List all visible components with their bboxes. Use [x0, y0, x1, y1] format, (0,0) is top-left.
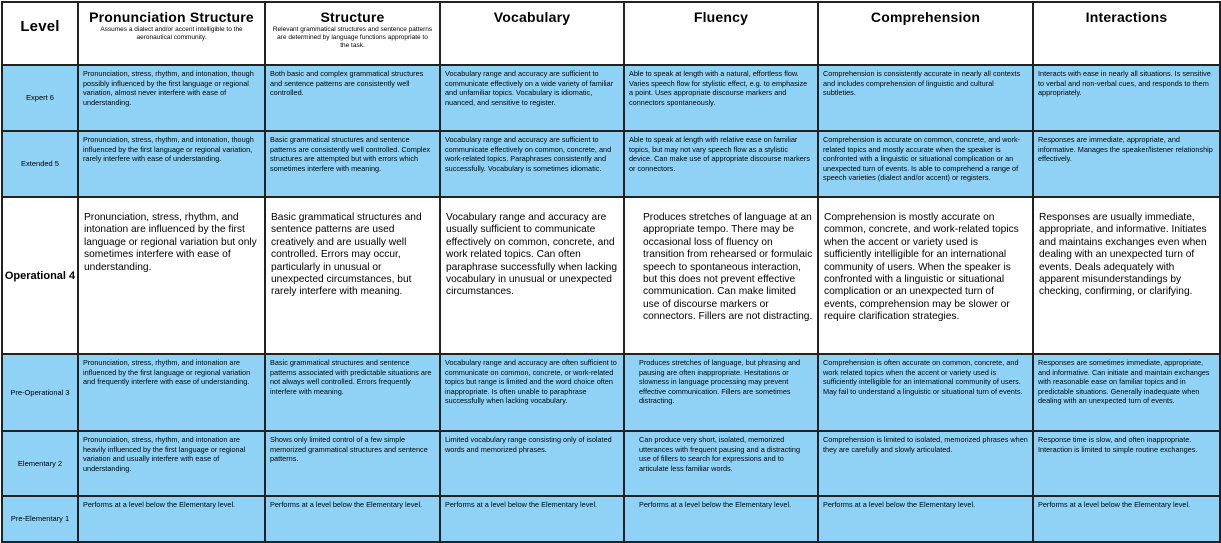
cell-text: Limited vocabulary range consisting only of isolated words and memorized phrases. — [445, 435, 612, 454]
cell-text: Can produce very short, isolated, memorized utterances with frequent pausing and a distracting use of fillers to search for expressions and to articulate less familiar words. — [639, 435, 801, 473]
structure-cell — [265, 354, 440, 431]
header-structure — [265, 2, 440, 65]
interactions-cell — [1033, 431, 1220, 496]
cell-text: Response time is slow, and often inappropriate. Interaction is limited to simple routine exchanges. — [1038, 435, 1198, 454]
cell-text: Able to speak at length with a natural, effortless flow. Varies speech flow for stylistic effect, e.g. to emphasize a point. Uses appropriate discourse markers and connectors spontaneously. — [629, 69, 808, 107]
cell-text: Comprehension is limited to isolated, memorized phrases when they are carefully and slowly articulated. — [823, 435, 1028, 454]
header-vocabulary-label: Vocabulary — [493, 9, 571, 25]
cell-text: Performs at a level below the Elementary level. — [445, 500, 598, 509]
structure-cell — [265, 431, 440, 496]
fluency-cell — [624, 131, 818, 197]
header-vocabulary — [440, 2, 624, 65]
comprehension-cell — [818, 197, 1033, 354]
level-cell: Expert 6 — [2, 65, 78, 131]
vocabulary-cell — [440, 354, 624, 431]
structure-cell — [265, 197, 440, 354]
cell-text: Vocabulary range and accuracy are sufficient to communicate effectively on a wide variety of familiar and unfamiliar topics. Vocabulary is idiomatic, nuanced, and sensitive to register. — [445, 69, 614, 107]
pronunciation-cell — [78, 197, 265, 354]
cell-text: Comprehension is consistently accurate in nearly all contexts and includes comprehension of linguistic and cultural subtleties. — [823, 69, 1021, 98]
fluency-cell — [624, 431, 818, 496]
cell-text: Comprehension is mostly accurate on common, concrete, and work-related topics when the accent or variety used is sufficiently intelligible for an international community of users. When the speaker is confronted with a linguistic or situational complication or an unexpected turn of events, comprehension may be slower or require clarification strategies. — [824, 212, 1019, 323]
header-interactions-label: Interactions — [1085, 9, 1168, 25]
header-row — [2, 2, 1220, 65]
vocabulary-cell — [440, 496, 624, 542]
cell-text: Pronunciation, stress, rhythm, and intonation, though possibly influenced by the first language or regional variation, almost never interfere with ease of understanding. — [83, 69, 254, 107]
cell-text: Vocabulary range and accuracy are often sufficient to communicate on common, concrete, or work-related topics but range is limited and the word choice often inappropriate. Is often unable to paraphrase successfully when lacking vocabulary. — [445, 358, 617, 406]
interactions-cell — [1033, 131, 1220, 197]
row-extended — [2, 131, 1220, 197]
cell-text: Responses are sometimes immediate, appropriate, and informative. Can initiate and maintain exchanges with reasonable ease on familiar topics and in predictable situations. Generally inadequate when dealing with an unexpected turn of events. — [1038, 358, 1210, 406]
pronunciation-cell — [78, 496, 265, 542]
structure-cell — [265, 496, 440, 542]
header-interactions — [1033, 2, 1220, 65]
fluency-cell — [624, 496, 818, 542]
header-pronunciation-note: Assumes a dialect and/or accent intelligible to the aeronautical community. — [100, 26, 243, 41]
structure-cell — [265, 131, 440, 197]
cell-text: Both basic and complex grammatical structures and sentence patterns are consistently well controlled. — [270, 69, 424, 98]
pronunciation-cell — [78, 354, 265, 431]
cell-text: Produces stretches of language at an appropriate tempo. There may be occasional loss of fluency on transition from rehearsed or formulaic speech to spontaneous interaction, but this does not prevent effective communication. Can make limited use of discourse markers or connectors. Fillers are not distracting. — [643, 212, 813, 323]
comprehension-cell — [818, 496, 1033, 542]
row-elementary — [2, 431, 1220, 496]
cell-text: Basic grammatical structures and sentence patterns are consistently well controlled. Complex structures are attempted but with errors which sometimes interfere with meaning. — [270, 135, 431, 173]
header-fluency-label: Fluency — [693, 9, 749, 25]
pronunciation-cell — [78, 131, 265, 197]
interactions-cell — [1033, 354, 1220, 431]
vocabulary-cell — [440, 65, 624, 131]
interactions-cell — [1033, 197, 1220, 354]
cell-text: Shows only limited control of a few simple memorized grammatical structures and sentence patterns. — [270, 435, 428, 464]
comprehension-cell — [818, 65, 1033, 131]
level-cell: Elementary 2 — [2, 431, 78, 496]
vocabulary-cell — [440, 431, 624, 496]
header-comprehension — [818, 2, 1033, 65]
cell-text: Performs at a level below the Elementary level. — [823, 500, 976, 509]
cell-text: Pronunciation, stress, rhythm, and intonation are influenced by the first language or regional variation but only sometimes interfere with ease of understanding. — [84, 212, 257, 273]
header-comprehension-label: Comprehension — [870, 9, 981, 25]
cell-text: Pronunciation, stress, rhythm, and intonation are influenced by the first language or regional variation and frequently interfere with ease of understanding. — [83, 358, 251, 387]
cell-text: Pronunciation, stress, rhythm, and intonation, though influenced by the first language or regional variation, rarely interfere with ease of understanding. — [83, 135, 254, 164]
cell-text: Responses are immediate, appropriate, and informative. Manages the speaker/listener relationship effectively. — [1038, 135, 1213, 164]
comprehension-cell — [818, 131, 1033, 197]
vocabulary-cell — [440, 131, 624, 197]
cell-text: Basic grammatical structures and sentence patterns are used creatively and are usually well controlled. Errors may occur, particularly in unusual or unexpected circumstances, but rarely interfere with meaning. — [271, 212, 422, 298]
fluency-cell — [624, 65, 818, 131]
cell-text: Performs at a level below the Elementary level. — [1038, 500, 1191, 509]
vocabulary-cell — [440, 197, 624, 354]
structure-cell — [265, 65, 440, 131]
cell-text: Able to speak at length with relative ease on familiar topics, but may not vary speech flow as a stylistic device. Can make use of appropriate discourse markers or connectors. — [629, 135, 810, 173]
comprehension-cell — [818, 431, 1033, 496]
comprehension-cell — [818, 354, 1033, 431]
header-fluency — [624, 2, 818, 65]
cell-text: Performs at a level below the Elementary level. — [270, 500, 423, 509]
fluency-cell — [624, 197, 818, 354]
cell-text: Performs at a level below the Elementary level. — [639, 500, 792, 509]
header-level-label: Level — [20, 18, 60, 35]
header-structure-note: Relevant grammatical structures and sentence patterns are determined by language functions appropriate to the task. — [272, 26, 433, 49]
level-cell: Operational 4 — [2, 197, 78, 354]
rating-scale-table — [1, 1, 1221, 543]
interactions-cell — [1033, 496, 1220, 542]
row-operational — [2, 197, 1220, 354]
fluency-cell — [624, 354, 818, 431]
level-cell: Extended 5 — [2, 131, 78, 197]
header-pronunciation-label: Pronunciation Structure — [89, 9, 254, 25]
row-pre-elementary — [2, 496, 1220, 542]
cell-text: Interacts with ease in nearly all situations. Is sensitive to verbal and non-verbal cues, and responds to them appropriately. — [1038, 69, 1211, 98]
pronunciation-cell — [78, 431, 265, 496]
cell-text: Performs at a level below the Elementary level. — [83, 500, 236, 509]
level-cell: Pre-Operational 3 — [2, 354, 78, 431]
header-structure-label: Structure — [320, 9, 385, 25]
level-cell: Pre-Elementary 1 — [2, 496, 78, 542]
cell-text: Responses are usually immediate, appropriate, and informative. Initiates and maintains exchanges even when dealing with an unexpected turn of events. Deals adequately with apparent misunderstandings by checking, confirming, or clarifying. — [1039, 212, 1207, 298]
cell-text: Comprehension is often accurate on common, concrete, and work related topics when the accent or variety used is sufficiently intelligible for an international community of users. May fail to understand a linguistic or situational turn of events. — [823, 358, 1023, 396]
cell-text: Comprehension is accurate on common, concrete, and work-related topics and mostly accurate when the speaker is confronted with a linguistic or situational complication or an unexpected turn of events. Is able to comprehend a range of speech varieties (dialect and/or accent) or registers. — [823, 135, 1021, 183]
cell-text: Vocabulary range and accuracy are sufficient to communicate effectively on common, concrete, and work-related topics. Paraphrases consistently and successfully. Vocabulary is sometimes idiomatic. — [445, 135, 612, 173]
cell-text: Pronunciation, stress, rhythm, and intonation are heavily influenced by the first language or regional variation and usually interfere with ease of understanding. — [83, 435, 246, 473]
row-pre-operational — [2, 354, 1220, 431]
header-pronunciation — [78, 2, 265, 65]
cell-text: Basic grammatical structures and sentence patterns associated with predictable situations are not always well controlled. Errors frequently interfere with meaning. — [270, 358, 432, 396]
header-level — [2, 2, 78, 65]
row-expert — [2, 65, 1220, 131]
cell-text: Vocabulary range and accuracy are usually sufficient to communicate effectively on common, concrete, and work related topics. Can often paraphrase successfully when lacking vocabulary in unusual or unexpected circumstances. — [446, 212, 618, 298]
interactions-cell — [1033, 65, 1220, 131]
pronunciation-cell — [78, 65, 265, 131]
cell-text: Produces stretches of language, but phrasing and pausing are often inappropriate. Hesitations or slowness in language processing may prevent effective communication. Fillers are sometimes distracting. — [639, 358, 801, 406]
